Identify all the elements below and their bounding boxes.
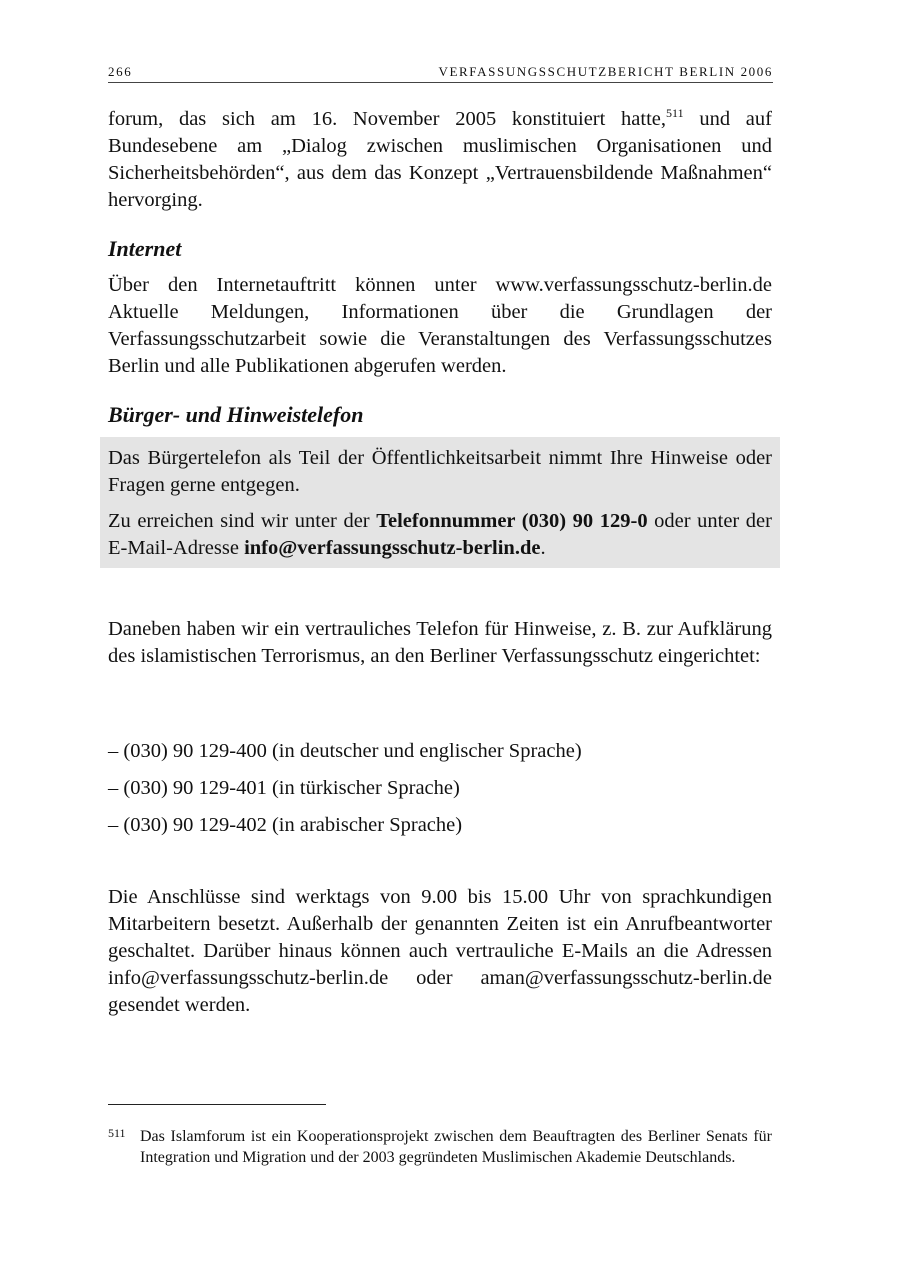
contact-text: Zu erreichen sind wir unter der (108, 510, 377, 532)
closing-paragraph: Die Anschlüsse sind werktags von 9.00 bis 15.00 Uhr von sprachkundigen Mitarbeitern besetzt. Außerhalb der genannten Zeiten ist ein Anrufbeantworter geschaltet. Darüber hinaus können auch vertrauliche E-Mails an die Adressen info@verfassungsschutz-berlin.de oder aman@verfassungsschutz-berlin.de gesendet werden. (108, 886, 772, 1016)
running-header (108, 62, 773, 83)
footnote-reference[interactable]: 511 (666, 106, 684, 121)
list-item: – (030) 90 129-402 (in arabischer Sprache) (108, 814, 463, 836)
footnote-divider (108, 1104, 326, 1105)
internet-paragraph: Über den Internetauftritt können unter www.verfassungsschutz-berlin.de Aktuelle Meldungen, Informationen über die Grundlagen der Verfassungsschutzarbeit sowie die Veranstaltungen des Verfassungsschutzes Berlin und alle Publikationen abgerufen werden. (108, 274, 772, 377)
page-number: 266 (108, 64, 133, 79)
intro-text: forum, das sich am 16. November 2005 konstituiert hatte, (108, 108, 667, 130)
contact-text-end: . (540, 537, 546, 559)
intro-text-continued: und auf Bundesebene am „Dialog zwischen muslimischen Organisationen und Sicherheitsbehörden“, aus dem das Konzept „Vertrauensbildende Maßnahmen“ hervorging. (108, 108, 772, 211)
email-address: info@verfassungsschutz-berlin.de (244, 537, 541, 559)
footnote-text: Das Islamforum ist ein Kooperationsprojekt zwischen dem Beauftragten des Berliner Senats für Integration und Migration und der 2003 gegründeten Muslimischen Akademie Deutschlands. (140, 1128, 772, 1166)
internet-heading: Internet (108, 236, 182, 261)
list-item: – (030) 90 129-400 (in deutscher und englischer Sprache) (108, 740, 582, 762)
contact-text-mid: oder unter der E-Mail-Adresse (108, 510, 772, 559)
list-item: – (030) 90 129-401 (in türkischer Sprache) (108, 777, 460, 799)
confidential-intro: Daneben haben wir ein vertrauliches Telefon für Hinweise, z. B. zur Aufklärung des islamistischen Terrorismus, an den Berliner Verfassungsschutz eingerichtet: (108, 618, 772, 667)
running-title: VERFASSUNGSSCHUTZBERICHT BERLIN 2006 (438, 64, 773, 79)
intro-paragraph (108, 106, 772, 214)
phone-number: Telefonnummer (030) 90 129-0 (376, 510, 648, 532)
phone-heading: Bürger- und Hinweistelefon (108, 402, 364, 427)
footnote-number: 511 (108, 1126, 126, 1140)
info-box-text: Das Bürgertelefon als Teil der Öffentlichkeitsarbeit nimmt Ihre Hinweise oder Fragen gerne entgegen. (108, 447, 772, 496)
info-box-contact (108, 508, 772, 562)
